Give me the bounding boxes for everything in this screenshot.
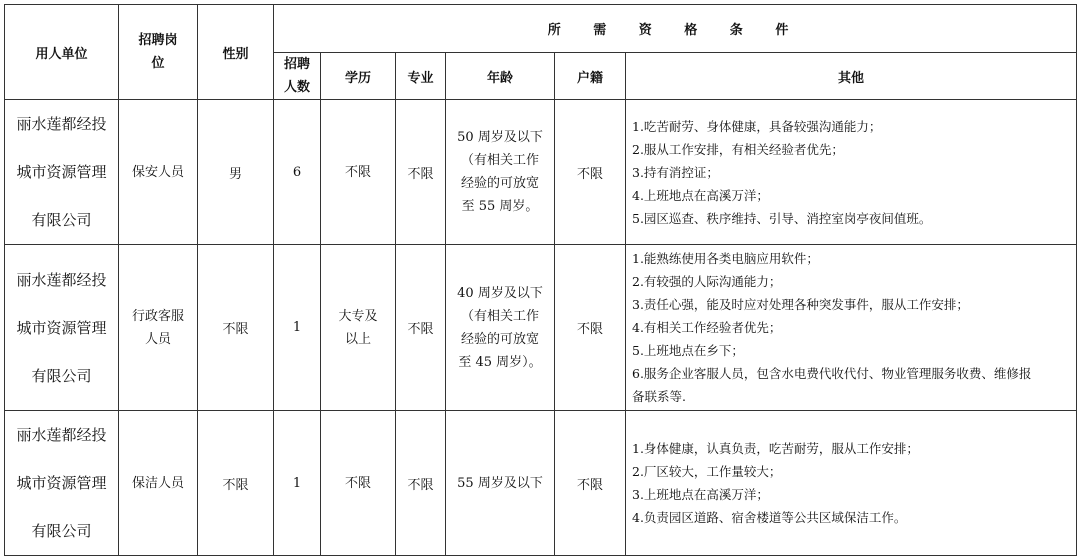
post-cell: 行政客服 人员 xyxy=(119,245,198,411)
table-row xyxy=(5,411,1077,556)
count-cell: 6 xyxy=(274,100,321,245)
gender-cell: 男 xyxy=(198,100,274,245)
gender-cell: 不限 xyxy=(198,411,274,556)
age-cell: 40 周岁及以下 （有相关工作 经验的可放宽 至 45 周岁）。 xyxy=(446,245,555,411)
education-cell: 大专及 以上 xyxy=(321,245,396,411)
header-gender: 性别 xyxy=(198,5,274,100)
hukou-cell: 不限 xyxy=(555,245,626,411)
gender-cell: 不限 xyxy=(198,245,274,411)
post-cell: 保安人员 xyxy=(119,100,198,245)
education-cell: 不限 xyxy=(321,100,396,245)
count-cell: 1 xyxy=(274,245,321,411)
education-cell: 不限 xyxy=(321,411,396,556)
major-cell: 不限 xyxy=(396,411,446,556)
other-cell: 1.身体健康，认真负责，吃苦耐劳，服从工作安排； 2.厂区较大，工作量较大； 3.上班地点在高溪万洋； 4.负责园区道路、宿舍楼道等公共区域保洁工作。 xyxy=(626,411,1077,556)
age-cell: 50 周岁及以下 （有相关工作 经验的可放宽 至 55 周岁。 xyxy=(446,100,555,245)
recruitment-table xyxy=(4,4,1077,556)
table-row xyxy=(5,100,1077,245)
header-education: 学历 xyxy=(321,53,396,100)
header-age: 年龄 xyxy=(446,53,555,100)
age-cell: 55 周岁及以下 xyxy=(446,411,555,556)
header-other: 其他 xyxy=(626,53,1077,100)
company-cell: 丽水莲都经投 城市资源管理 有限公司 xyxy=(5,411,119,556)
header-count: 招聘 人数 xyxy=(274,53,321,100)
other-cell: 1.能熟练使用各类电脑应用软件； 2.有较强的人际沟通能力； 3.责任心强，能及时应对处理各种突发事件，服从工作安排； 4.有相关工作经验者优先； 5.上班地点在乡下； 6.服务企业客服人员，包含水电费代收代付、物业管理服务收费、维修报 备联系等. xyxy=(626,245,1077,411)
company-cell: 丽水莲都经投 城市资源管理 有限公司 xyxy=(5,100,119,245)
other-cell: 1.吃苦耐劳、身体健康，具备较强沟通能力； 2.服从工作安排，有相关经验者优先； 3.持有消控证； 4.上班地点在高溪万洋； 5.园区巡查、秩序维持、引导、消控室岗亭夜间值班。 xyxy=(626,100,1077,245)
header-post: 招聘岗 位 xyxy=(119,5,198,100)
table-row xyxy=(5,245,1077,411)
header-requirements: 所 需 资 格 条 件 xyxy=(274,5,1077,53)
major-cell: 不限 xyxy=(396,100,446,245)
header-unit: 用人单位 xyxy=(5,5,119,100)
header-major: 专业 xyxy=(396,53,446,100)
major-cell: 不限 xyxy=(396,245,446,411)
company-cell: 丽水莲都经投 城市资源管理 有限公司 xyxy=(5,245,119,411)
hukou-cell: 不限 xyxy=(555,100,626,245)
header-hukou: 户籍 xyxy=(555,53,626,100)
post-cell: 保洁人员 xyxy=(119,411,198,556)
count-cell: 1 xyxy=(274,411,321,556)
hukou-cell: 不限 xyxy=(555,411,626,556)
